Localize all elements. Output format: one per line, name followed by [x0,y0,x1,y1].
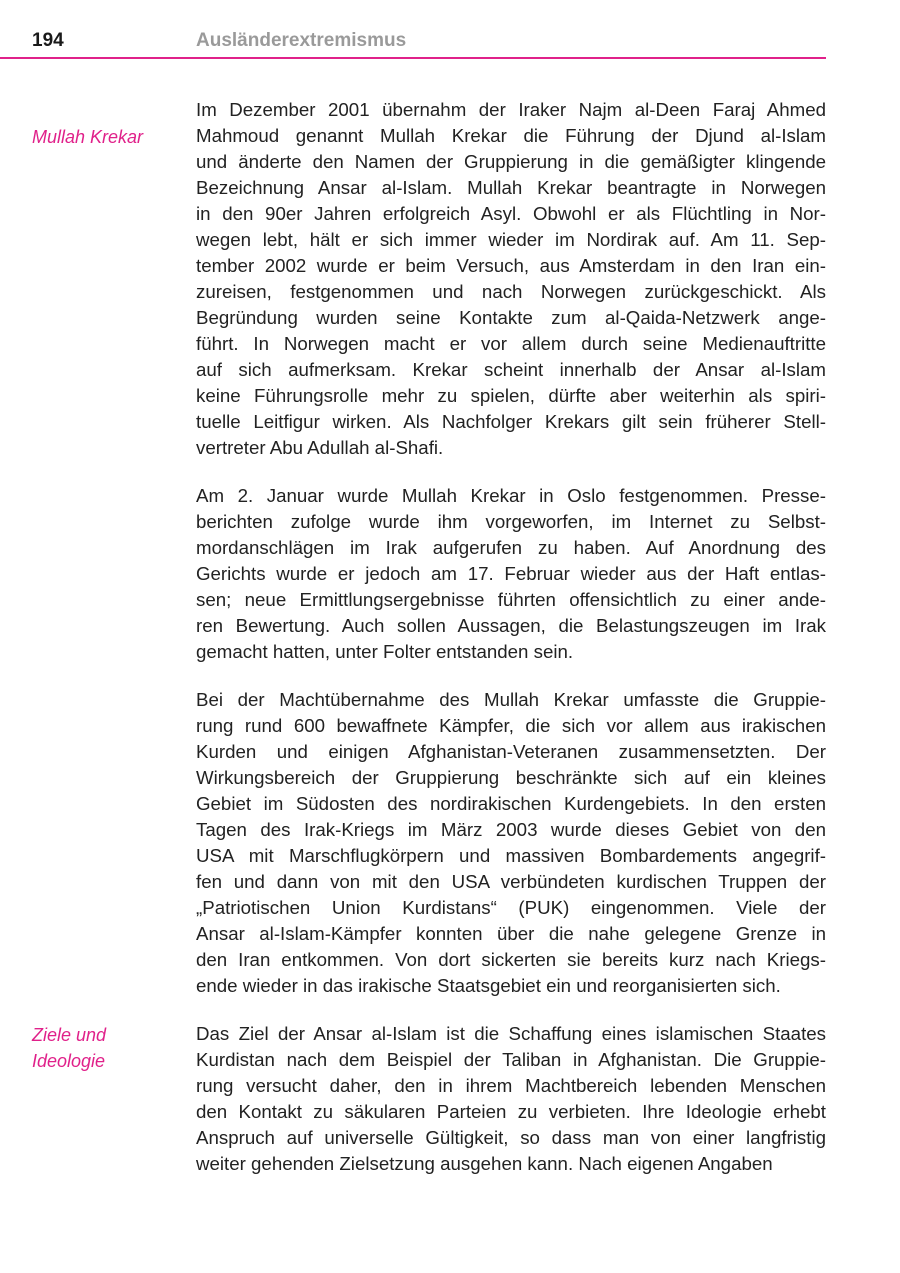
running-head: Ausländerextremismus [196,30,407,51]
text-line: führt. In Norwegen macht er vor allem durch seine Medienauftritte [196,333,826,354]
text-line: keine Führungsrolle mehr zu spielen, dürfte aber weiterhin als spiri- [196,385,826,406]
text-line: mordanschlägen im Irak aufgerufen zu haben. Auf Anordnung des [196,537,826,558]
text-line: Mahmoud genannt Mullah Krekar die Führung der Djund al-Islam [196,125,826,146]
margin-note-mullah-krekar: Mullah Krekar [32,127,144,147]
text-line: Anspruch auf universelle Gültigkeit, so dass man von einer langfristig [196,1127,826,1148]
text-line: tember 2002 wurde er beim Versuch, aus Amsterdam in den Iran ein- [196,255,826,276]
text-line: Kurdistan nach dem Beispiel der Taliban in Afghanistan. Die Gruppie- [196,1049,826,1070]
text-line: berichten zufolge wurde ihm vorgeworfen, im Internet zu Selbst- [196,511,826,532]
margin-note-ziele-und-ideologie: Ziele und Ideologie [32,1025,107,1071]
text-line: den Iran entkommen. Von dort sickerten sie bereits kurz nach Kriegs- [196,949,826,970]
text-line: sen; neue Ermittlungsergebnisse führten offensichtlich zu einer ande- [196,589,826,610]
paragraph [196,483,826,665]
text-line: Begründung wurden seine Kontakte zum al-Qaida-Netzwerk ange- [196,307,826,328]
paragraph [196,1021,826,1177]
text-line: Kurden und einigen Afghanistan-Veteranen zusammensetzten. Der [196,741,826,762]
paragraph [196,97,826,461]
header-rule [0,57,826,59]
text-line: Tagen des Irak-Kriegs im März 2003 wurde dieses Gebiet von den [196,819,826,840]
text-line: Bezeichnung Ansar al-Islam. Mullah Krekar beantragte in Norwegen [196,177,826,198]
text-line: vertreter Abu Adullah al-Shafi. [196,437,444,458]
text-line: USA mit Marschflugkörpern und massiven Bombardements angegrif- [196,845,826,866]
text-line: rung versucht daher, den in ihrem Machtbereich lebenden Menschen [196,1075,826,1096]
text-line: in den 90er Jahren erfolgreich Asyl. Obwohl er als Flüchtling in Nor- [196,203,826,224]
text-line: Bei der Machtübernahme des Mullah Krekar umfasste die Gruppie- [196,689,826,710]
text-line: weiter gehenden Zielsetzung ausgehen kann. Nach eigenen Angaben [196,1153,773,1174]
text-line: Im Dezember 2001 übernahm der Iraker Najm al-Deen Faraj Ahmed [196,99,826,120]
text-line: ren Bewertung. Auch sollen Aussagen, die Belastungszeugen im Irak [196,615,826,636]
text-line: zureisen, festgenommen und nach Norwegen zurückgeschickt. Als [196,281,826,302]
text-line: Das Ziel der Ansar al-Islam ist die Schaffung eines islamischen Staates [196,1023,826,1044]
text-line: rung rund 600 bewaffnete Kämpfer, die sich vor allem aus irakischen [196,715,826,736]
text-line: fen und dann von mit den USA verbündeten kurdischen Truppen der [196,871,826,892]
text-line: Am 2. Januar wurde Mullah Krekar in Oslo festgenommen. Presse- [196,485,826,506]
text-line: auf sich aufmerksam. Krekar scheint innerhalb der Ansar al-Islam [196,359,826,380]
text-line: Wirkungsbereich der Gruppierung beschränkte sich auf ein kleines [196,767,826,788]
text-line: Gebiet im Südosten des nordirakischen Kurdengebiets. In den ersten [196,793,826,814]
body-text [196,97,826,1177]
text-line: Gerichts wurde er jedoch am 17. Februar wieder aus der Haft entlas- [196,563,826,584]
text-line: ende wieder in das irakische Staatsgebiet ein und reorganisierten sich. [196,975,781,996]
text-line: „Patriotischen Union Kurdistans“ (PUK) eingenommen. Viele der [196,897,826,918]
text-line: Ansar al-Islam-Kämpfer konnten über die nahe gelegene Grenze in [196,923,826,944]
text-line: tuelle Leitfigur wirken. Als Nachfolger Krekars gilt sein früherer Stell- [196,411,826,432]
text-line: wegen lebt, hält er sich immer wieder im Nordirak auf. Am 11. Sep- [196,229,826,250]
paragraph [196,687,826,999]
text-line: gemacht hatten, unter Folter entstanden sein. [196,641,574,662]
text-line: und änderte den Namen der Gruppierung in die gemäßigter klingende [196,151,826,172]
page-number: 194 [32,30,64,51]
text-line: den Kontakt zu säkularen Parteien zu verbieten. Ihre Ideologie erhebt [196,1101,826,1122]
